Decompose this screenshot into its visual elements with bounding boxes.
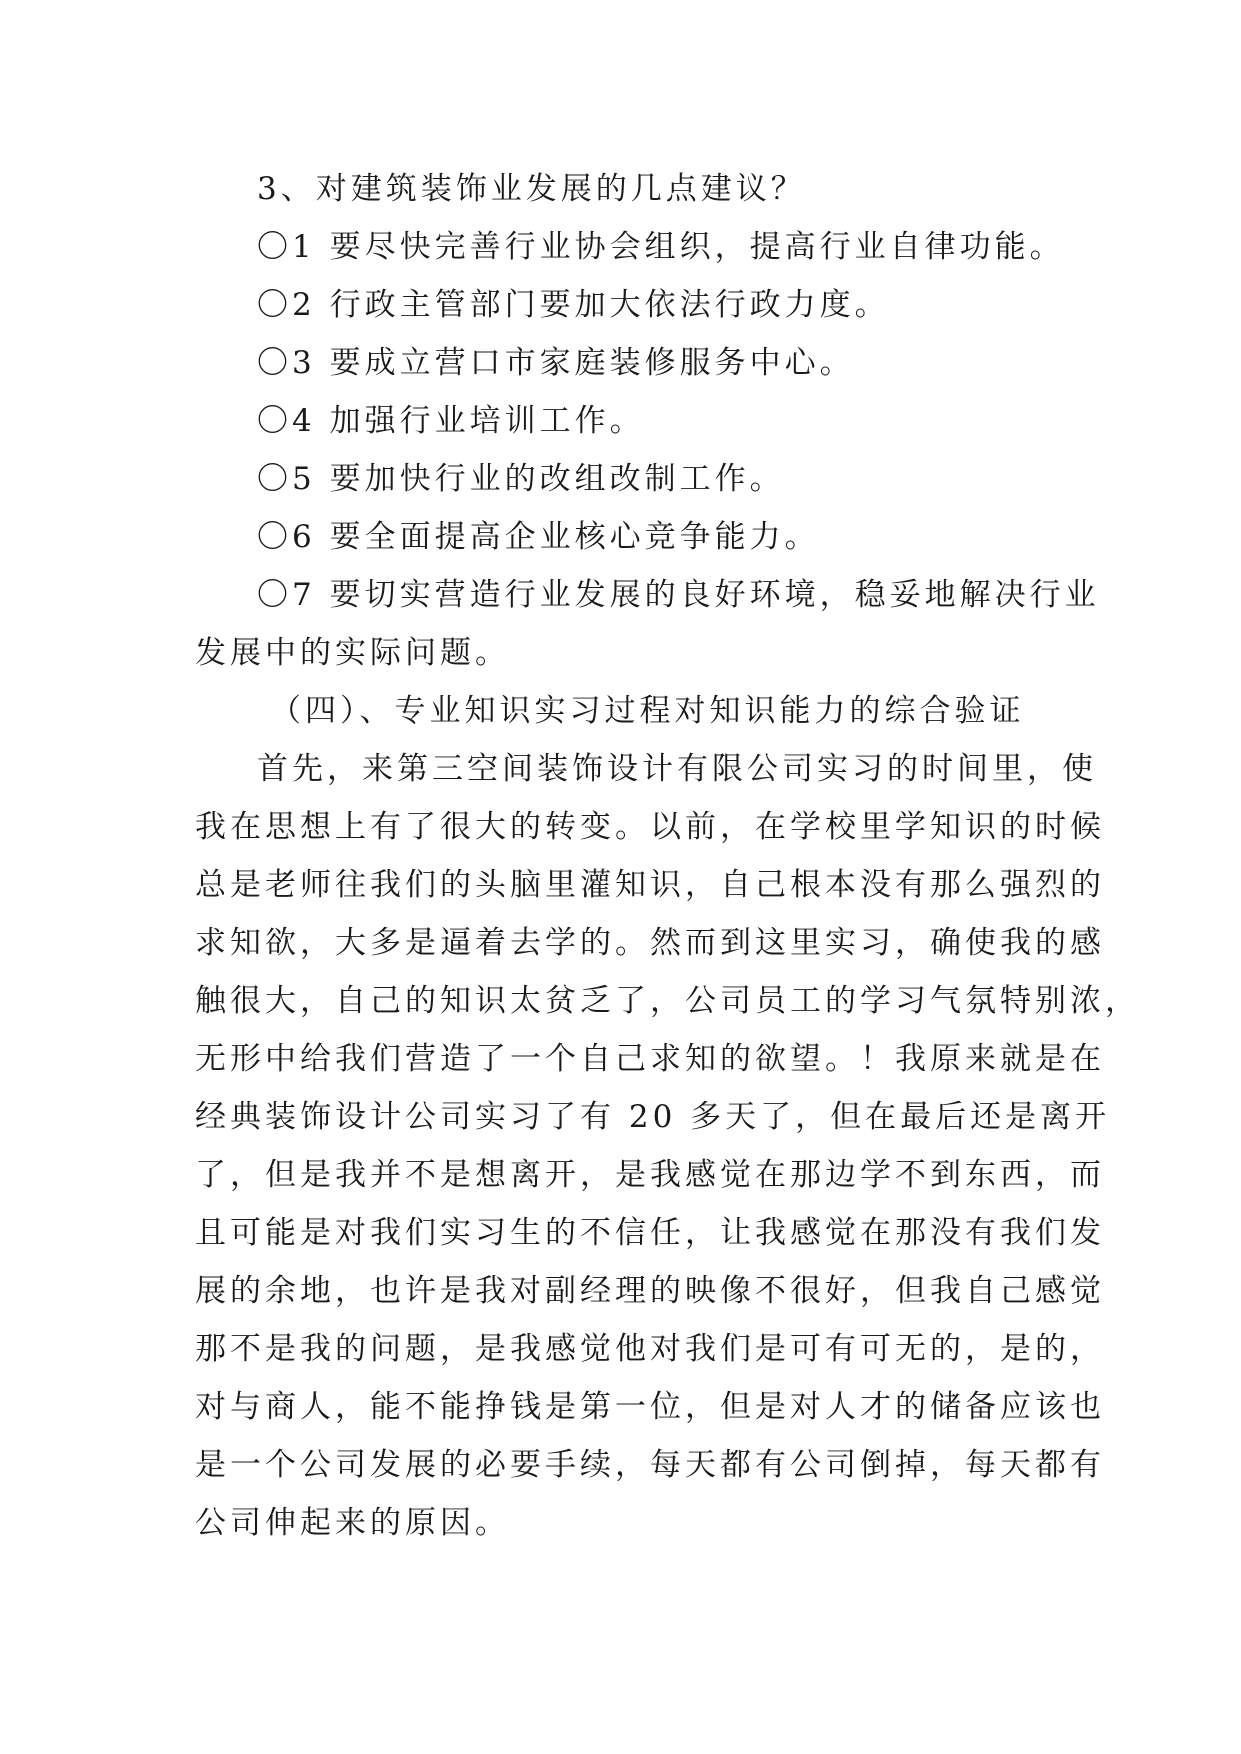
paragraph-line: 了，但是我并不是想离开，是我感觉在那边学不到东西，而 (195, 1157, 1105, 1193)
suggestion-item: 〇1 要尽快完善行业协会组织，提高行业自律功能。 (257, 229, 1065, 265)
paragraph-line: 我在思想上有了很大的转变。以前，在学校里学知识的时候 (195, 809, 1105, 845)
paragraph-line: 是一个公司发展的必要手续，每天都有公司倒掉，每天都有 (195, 1447, 1105, 1483)
paragraph-line: 对与商人，能不能挣钱是第一位，但是对人才的储备应该也 (195, 1389, 1105, 1425)
suggestion-item: 〇7 要切实营造行业发展的良好环境，稳妥地解决行业 (257, 577, 1100, 613)
suggestion-item-continuation: 发展中的实际问题。 (195, 635, 510, 671)
document-body (195, 160, 1140, 1552)
paragraph-line: 且可能是对我们实习生的不信任，让我感觉在那没有我们发 (195, 1215, 1105, 1251)
paragraph-line: 首先，来第三空间装饰设计有限公司实习的时间里，使 (257, 751, 1097, 787)
paragraph-line: 求知欲，大多是逼着去学的。然而到这里实习，确使我的感 (195, 925, 1105, 961)
suggestion-item: 〇6 要全面提高企业核心竞争能力。 (257, 519, 820, 555)
suggestion-item: 〇3 要成立营口市家庭装修服务中心。 (257, 345, 855, 381)
suggestion-item: 〇4 加强行业培训工作。 (257, 403, 645, 439)
paragraph-line: 触很大，自己的知识太贫乏了，公司员工的学习气氛特别浓， (195, 983, 1140, 1019)
paragraph-line: 公司伸起来的原因。 (195, 1505, 510, 1541)
paragraph-line: 无形中给我们营造了一个自己求知的欲望。！我原来就是在 (195, 1041, 1105, 1077)
subheading: （四）、专业知识实习过程对知识能力的综合验证 (270, 693, 1025, 729)
paragraph-line: 总是老师往我们的头脑里灌知识，自己根本没有那么强烈的 (195, 867, 1105, 903)
paragraph-line: 展的余地，也许是我对副经理的映像不很好，但我自己感觉 (195, 1273, 1105, 1309)
suggestion-item: 〇2 行政主管部门要加大依法行政力度。 (257, 287, 890, 323)
suggestion-item: 〇5 要加快行业的改组改制工作。 (257, 461, 785, 497)
section-title: 3、对建筑装饰业发展的几点建议？ (257, 171, 806, 207)
paragraph-line: 那不是我的问题，是我感觉他对我们是可有可无的，是的， (195, 1331, 1105, 1367)
paragraph-line: 经典装饰设计公司实习了有 20 多天了，但在最后还是离开 (195, 1099, 1111, 1135)
